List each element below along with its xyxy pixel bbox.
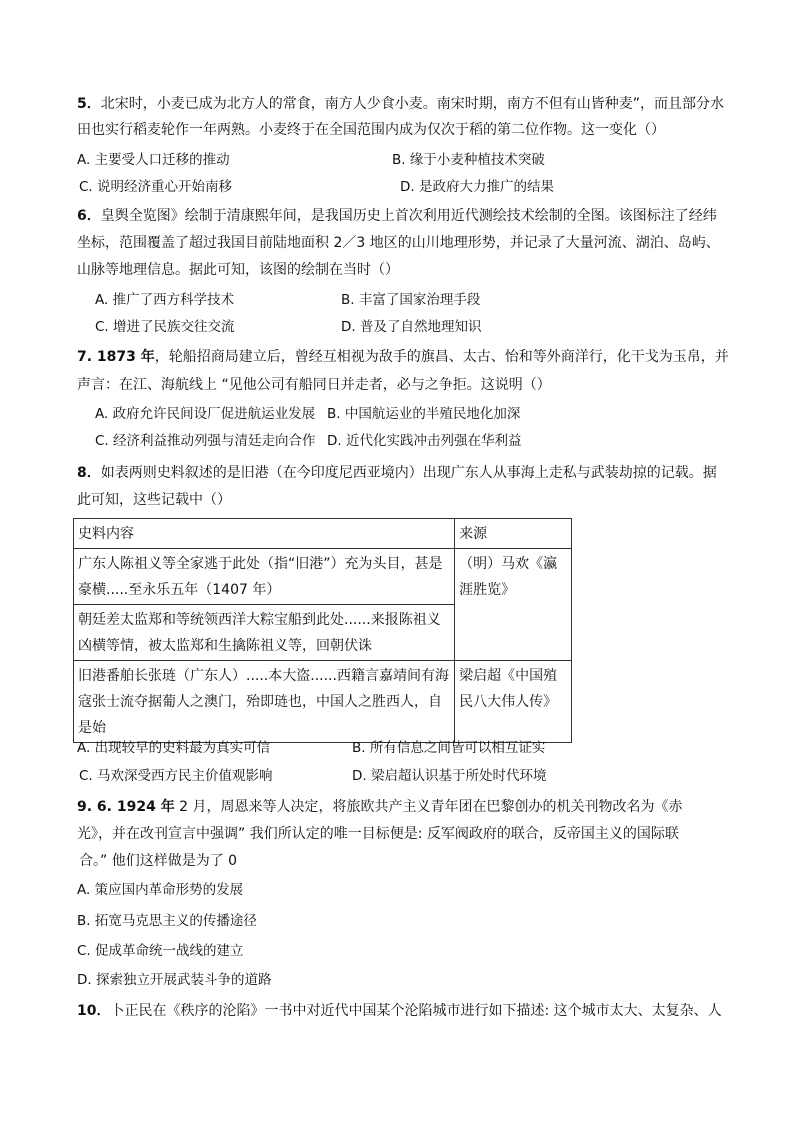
question-7-option-a: A. 政府允许民间设厂促进航运业发展 (95, 406, 316, 422)
question-9-line-1: 9. 6. 1924 年 2 月，周恩来等人决定，将旅欧共产主义青年团在巴黎创办的机关刊物改名为《赤 (77, 799, 683, 815)
table-cell-content: 广东人陈祖义等全家逃于此处（指“旧港”）充为头目，甚是豪横.....至永乐五年（1407 年） (74, 549, 455, 605)
question-6-line-1: 6．皇舆全览图》绘制于清康熙年间，是我国历史上首次利用近代测绘技术绘制的全图。该图标注了经纬 (77, 208, 717, 224)
table-row (74, 661, 572, 743)
question-9-line-3: 合。” 他们这样做是为了 0 (79, 853, 238, 869)
table-cell-source: 梁启超《中国殖民八大伟人传》 (455, 661, 572, 743)
question-7-option-b: B. 中国航运业的半殖民地化加深 (327, 406, 521, 422)
question-9-option-c: C. 促成革命统一战线的建立 (77, 943, 244, 959)
question-6-option-c: C. 增进了民族交往交流 (95, 319, 235, 335)
question-5-line-1: 5．北宋时，小麦已成为北方人的常食，南方人少食小麦。南宋时期，南方不但有山皆种麦”，而且部分水 (77, 96, 725, 112)
table-row (74, 549, 572, 605)
question-5-option-b: B. 缘于小麦种植技术突破 (392, 152, 545, 168)
question-8-line-1: 8．如表两则史料叙述的是旧港（在今印度尼西亚境内）出现广东人从事海上走私与武装劫掠的记载。据 (77, 465, 717, 481)
table-cell-content: 朝廷差太监郑和等统领西洋大粽宝船到此处......来报陈祖义凶横等情，被太监郑和生擒陈祖义等，回朝伏诛 (74, 605, 455, 661)
question-8-option-d: D. 梁启超认识基于所处时代环境 (352, 768, 547, 784)
question-9-line-2: 光》，并在改刊宣言中强调” 我们所认定的唯一目标便是: 反军阀政府的联合，反帝国主义的国际联 (77, 826, 679, 842)
question-10-line-1: 10．卜正民在《秩序的沦陷》一书中对近代中国某个沦陷城市进行如下描述: 这个城市太大、太复杂、人 (77, 1003, 722, 1019)
question-9-option-a: A. 策应国内革命形势的发展 (77, 882, 244, 898)
table-cell-content: 旧港番舶长张琏（广东人）.....本大盗......西籍言嘉靖间有海寇张士流夺据葡人之澳门，殆即琏也，中国人之胜西人，自是始 (74, 661, 455, 743)
question-10-number: 10． (77, 1003, 111, 1019)
question-6-option-d: D. 普及了自然地理知识 (341, 319, 482, 335)
table-header-source: 来源 (455, 519, 572, 549)
question-6-option-b: B. 丰富了国家治理手段 (341, 292, 481, 308)
table-header-content: 史料内容 (74, 519, 455, 549)
question-6-option-a: A. 推广了西方科学技术 (95, 292, 235, 308)
question-7-line-1: 7. 1873 年，轮船招商局建立后，曾经互相视为敌手的旗昌、太古、怡和等外商洋行，化干戈为玉帛，并 (77, 349, 729, 365)
question-8-number: 8． (77, 465, 101, 481)
table-cell-source: （明）马欢《瀛涯胜览》 (455, 549, 572, 661)
question-5-option-c: C. 说明经济重心开始南移 (79, 179, 233, 195)
question-7-number: 7. 1873 年 (77, 349, 155, 365)
question-9-option-b: B. 拓宽马克思主义的传播途径 (77, 913, 257, 929)
question-5-number: 5． (77, 96, 101, 112)
question-7-option-d: D. 近代化实践冲击列强在华利益 (327, 433, 522, 449)
question-5-line-2: 田也实行稻麦轮作一年两熟。小麦终于在全国范围内成为仅次于稻的第二位作物。这一变化（） (77, 122, 665, 138)
question-7-option-c: C. 经济利益推动列强与清廷走向合作 (95, 433, 316, 449)
question-5-option-d: D. 是政府大力推广的结果 (400, 179, 554, 195)
question-6-line-2: 坐标，范围覆盖了超过我国目前陆地面积 2／3 地区的山川地理形势，并记录了大量河流、湖泊、岛屿、 (77, 235, 720, 251)
question-6-line-3: 山脉等地理信息。据此可知，该图的绘制在当时（） (77, 262, 399, 278)
question-8-line-2: 此可知，这些记载中（） (77, 492, 231, 508)
table-header-row (74, 519, 572, 549)
question-8-option-b: B. 所有信息之间皆可以相互证实 (352, 740, 546, 756)
source-table (73, 518, 572, 743)
question-8-option-a: A. 出现较早的史料最为真实可信 (77, 740, 271, 756)
question-8-option-c: C. 马欢深受西方民主价值观影响 (79, 768, 273, 784)
question-9-option-d: D. 探索独立开展武装斗争的道路 (77, 972, 272, 988)
question-5-option-a: A. 主要受人口迁移的推动 (77, 152, 230, 168)
question-9-number: 9. 6. 1924 年 (77, 799, 175, 815)
question-6-number: 6． (77, 208, 101, 224)
question-7-line-2: 声言：在江、海航线上 “见他公司有船同日并走者，必与之争拒。这说明（） (77, 377, 551, 393)
